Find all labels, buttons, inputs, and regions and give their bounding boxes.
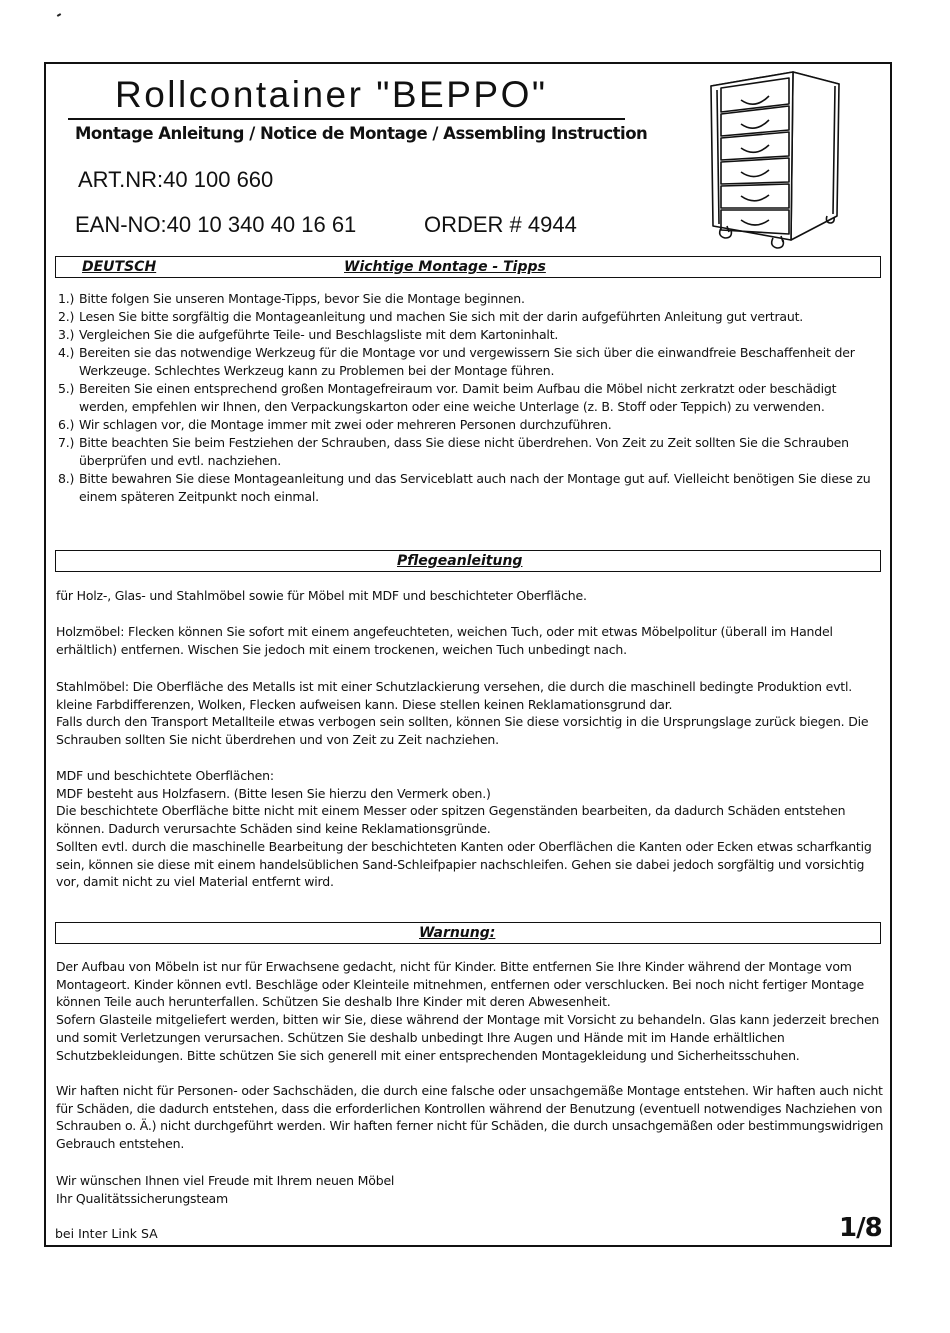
list-item [58, 290, 880, 308]
list-item [58, 380, 880, 416]
list-text: Lesen Sie bitte sorgfältig die Montageanleitung und machen Sie sich mit der darin aufgeführten Anleitung gut vertraut. [79, 309, 804, 324]
scan-speck [57, 13, 61, 17]
list-text: Bitte beachten Sie beim Festziehen der Schrauben, dass Sie diese nicht überdrehen. Von Zeit zu Zeit sollten Sie die Schrauben überprüfen und evtl. nachziehen. [79, 435, 849, 468]
liability-text: Wir haften nicht für Personen- oder Sachschäden, die durch eine falsche oder unsachgemäße Montage entstehen. Wir haften auch nicht für Schäden, die dadurch entstehen, dass die erforderlichen Kontrollen während der Benutzung (eventuell notwendiges Nachziehen von Schrauben o. Ä.) nicht durchgeführt werden. Wir haften ferner nicht für Schäden, die durch unsachgemäßen oder bestimmungswidrigen Gebrauch entstehen. [56, 1083, 884, 1152]
list-number: 8.) [58, 471, 75, 486]
care-steel-2: Falls durch den Transport Metallteile etwas verbogen sein sollten, können Sie diese vorsichtig in die Ursprungslage zurück biegen. Die Schrauben sollten Sie nicht überdrehen und von Zeit zu Zeit nachziehen. [56, 714, 869, 748]
closing-line-1: Wir wünschen Ihnen viel Freude mit Ihrem neuen Möbel [56, 1173, 395, 1188]
care-steel [56, 678, 890, 749]
list-item [58, 416, 880, 434]
list-item [58, 308, 880, 326]
list-text: Vergleichen Sie die aufgeführte Teile- und Beschlagsliste mit dem Kartoninhalt. [79, 327, 559, 342]
list-text: Bitte bewahren Sie diese Montageanleitung und das Serviceblatt auch nach der Montage gut auf. Vielleicht benötigen Sie diese zu einem späteren Zeitpunkt noch einmal. [79, 471, 871, 504]
closing-line-2: Ihr Qualitätssicherungsteam [56, 1190, 228, 1206]
care-mdf-title: MDF und beschichtete Oberflächen: [56, 768, 274, 783]
care-intro: für Holz-, Glas- und Stahlmöbel sowie für Möbel mit MDF und beschichteter Oberfläche. [56, 588, 587, 603]
ean-number: EAN-NO:40 10 340 40 16 61 [75, 212, 357, 237]
article-number: ART.NR:40 100 660 [78, 167, 274, 192]
list-item [58, 434, 880, 470]
list-number: 1.) [58, 291, 75, 306]
warning-glass: Sofern Glasteile mitgeliefert werden, bitten wir Sie, diese während der Montage mit Vorsicht zu behandeln. Glas kann jederzeit brechen und somit Verletzungen verursachen. Schützen Sie deshalb unbedingt Ihre Augen und Hände mit im Hande erhältlichen Schutzbekleidungen. Bitte schützen Sie sich generell mit einer entsprechenden Montagekleidung und Sicherheitsschuhen. [56, 1012, 880, 1063]
care-mdf [56, 767, 890, 891]
warning-children: Der Aufbau von Möbeln ist nur für Erwachsene gedacht, nicht für Kinder. Bitte entfernen Sie Ihre Kinder während der Montage vom Montageort. Kinder können evtl. Beschläge oder Kleinteile mitnehmen, entfernen oder verschlucken. Bei noch nicht fertiger Montage können Teile auch herunterfallen. Schützen Sie deshalb Ihre Kinder mit deren Abwesenheit. [56, 959, 865, 1010]
closing-text [56, 1172, 890, 1207]
care-heading: Pflegeanleitung [397, 553, 523, 569]
list-text: Bereiten Sie einen entsprechend großen Montagefreiraum vor. Damit beim Aufbau die Möbel nicht zerkratzt oder beschädigt werden, empfehlen wir Ihnen, den Verpackungskarton oder eine weiche Unterlage (z. B. Stoff oder Teppich) zu verwenden. [79, 381, 837, 414]
care-mdf-3: Sollten evtl. durch die maschinelle Bearbeitung der beschichteten Kanten oder Oberflächen die Kanten oder Ecken etwas scharfkantig sein, können sie diese mit einem handelsüblichen Sand-Schleifpapier nachschleifen. Gehen sie dabei jedoch sorgfältig und vorsichtig vor, damit nicht zu viel Material entfernt wird. [56, 838, 872, 890]
care-mdf-1: MDF besteht aus Holzfasern. (Bitte lesen Sie hierzu den Vermerk oben.) [56, 785, 491, 801]
list-text: Bitte folgen Sie unseren Montage-Tipps, bevor Sie die Montage beginnen. [79, 291, 525, 306]
list-number: 4.) [58, 345, 75, 360]
language-label: DEUTSCH [82, 259, 157, 275]
order-number: ORDER # 4944 [424, 212, 577, 237]
list-number: 5.) [58, 381, 75, 396]
warning-text [56, 958, 890, 1064]
list-number: 2.) [58, 309, 75, 324]
list-number: 6.) [58, 417, 75, 432]
care-mdf-2: Die beschichtete Oberfläche bitte nicht mit einem Messer oder spitzen Gegenständen bearbeiten, da dadurch Schäden entstehen können. Dadurch verursachte Schäden sind keine Reklamationsgründe. [56, 803, 846, 837]
title-underline [68, 118, 625, 120]
rolling-drawer-cabinet-icon [697, 68, 855, 256]
document-title: Rollcontainer "BEPPO" [115, 74, 548, 115]
warning-heading-box [55, 922, 881, 944]
care-steel-1: Stahlmöbel: Die Oberfläche des Metalls ist mit einer Schutzlackierung versehen, die durch die maschinell bedingte Produktion evtl. kleine Farbdifferenzen, Wolken, Flecken aufweisen kann. Diese stellen keinen Reklamationsgrund dar. [56, 679, 853, 712]
list-item [58, 344, 880, 380]
page-number: 1/8 [839, 1213, 882, 1243]
company-footer: bei Inter Link SA [55, 1226, 158, 1241]
care-heading-box [55, 550, 881, 572]
list-item [58, 470, 880, 506]
warning-heading: Warnung: [419, 925, 496, 941]
tips-heading: Wichtige Montage - Tipps [344, 259, 546, 275]
list-text: Wir schlagen vor, die Montage immer mit zwei oder mehreren Personen durchzuführen. [79, 417, 612, 432]
list-number: 7.) [58, 435, 75, 450]
list-item [58, 326, 880, 344]
care-wood: Holzmöbel: Flecken können Sie sofort mit einem angefeuchteten, weichen Tuch, oder mit etwas Möbelpolitur (überall im Handel erhältlich) entfernen. Wischen Sie jedoch mit einem trockenen, weichen Tuch unbedingt nach. [56, 624, 833, 657]
deutsch-heading-box [55, 256, 881, 278]
document-subtitle: Montage Anleitung / Notice de Montage / Assembling Instruction [75, 124, 648, 143]
list-number: 3.) [58, 327, 75, 342]
list-text: Bereiten sie das notwendige Werkzeug für die Montage vor und vergewissern Sie sich über die einwandfreie Beschaffenheit der Werkzeuge. Schlechtes Werkzeug kann zu Problemen bei der Montage führen. [79, 345, 855, 378]
montage-tips-list [58, 290, 880, 506]
